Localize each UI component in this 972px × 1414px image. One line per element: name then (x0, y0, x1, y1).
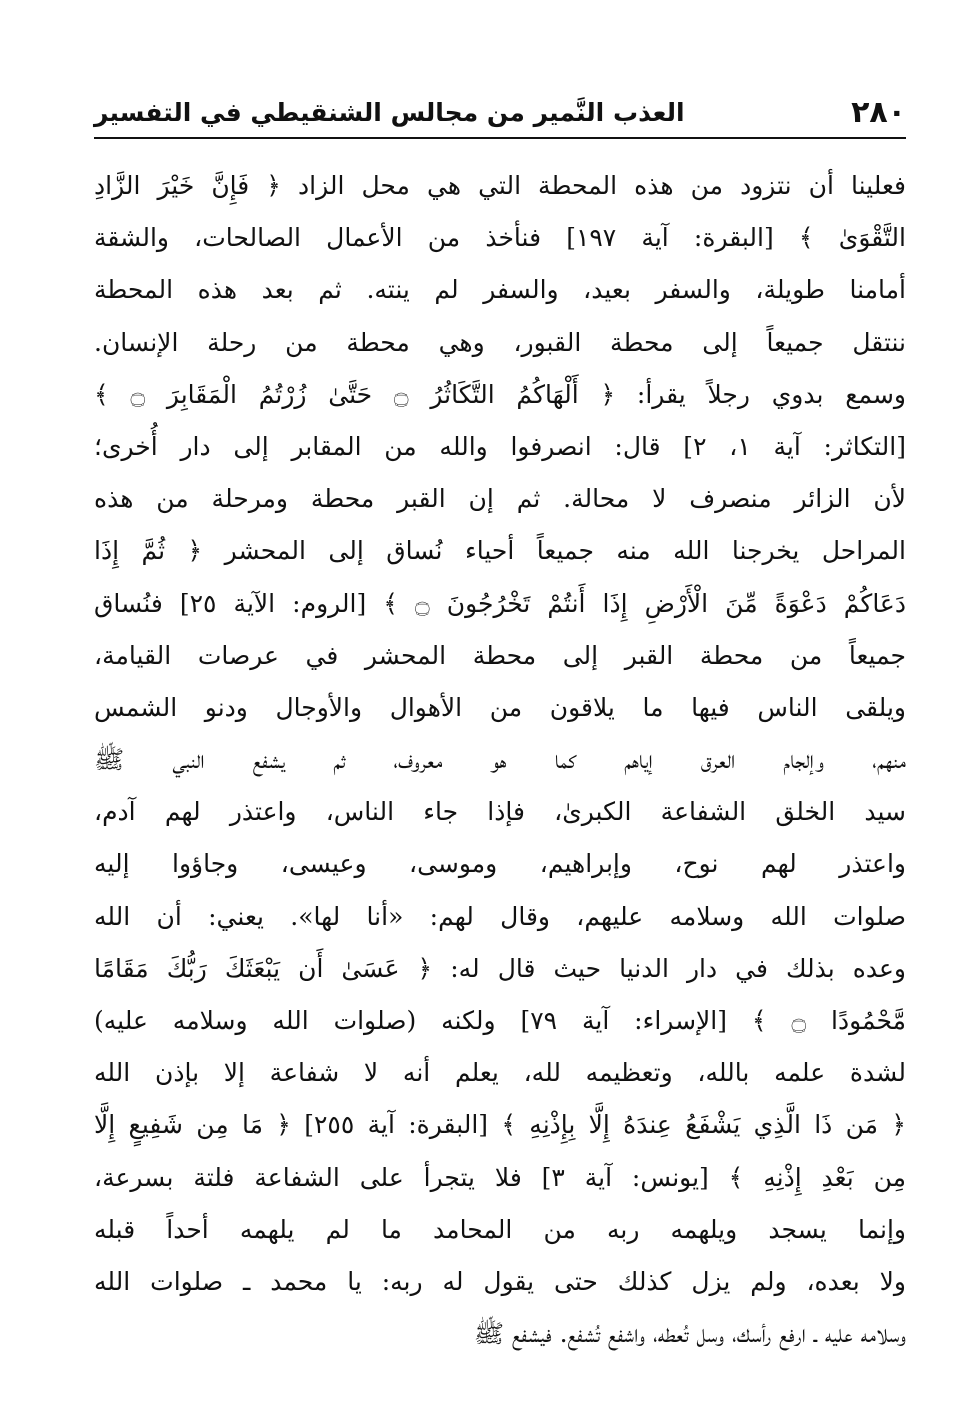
text-line: مِن بَعْدِ إِذْنِهِ ﴾ [يونس: آية ٣] فلا يتجرأ على الشفاعة فلتة بسرعة، (94, 1162, 906, 1192)
header-divider (94, 137, 906, 139)
page-number: ٢٨٠ (851, 94, 906, 130)
text-line: فعلينا أن نتزود من هذه المحطة التي هي محل الزاد ﴿ فَإِنَّ خَيْرَ الزَّادِ (94, 171, 906, 200)
text-line: ولا بعده، ولم يزل كذلك حتى يقول له ربه: يا محمد ـ صلوات الله (94, 1266, 906, 1296)
text-line: دَعَاكُمْ دَعْوَةً مِّنَ الْأَرْضِ إِذَا أَنتُمْ تَخْرُجُونَ ۝ ﴾ [الروم: الآية ٢٥] فنُساق (94, 588, 906, 618)
text-line: منهم، وإلجام العرق إياهم كما هو معروف، ثم يشفع النبي ﷺ (94, 745, 906, 775)
text-line: التَّقْوَىٰ ﴾ [البقرة: آية ١٩٧] فنأخذ من الأعمال الصالحات، والشقة (94, 223, 906, 253)
text-line: أمامنا طويلة، والسفر بعيد، والسفر لم ينته. ثم بعد هذه المحطة (94, 275, 906, 305)
text-line: ويلقى الناس فيها ما يلاقون من الأهوال والأوجال ودنو الشمس (94, 692, 906, 722)
text-line: سيد الخلق الشفاعة الكبرىٰ، فإذا جاء الناس، واعتذر لهم آدم، (94, 797, 906, 827)
book-title: العذب النَّمير من مجالس الشنقيطي في التفسير (94, 97, 685, 127)
text-line: صلوات الله وسلامه عليهم، وقال لهم: «أنا لها». يعني: أن الله (94, 901, 906, 931)
text-line: وسلامه عليه ـ ارفع رأسك، وسل تُعطه، واشفع تُشفع. فيشفع ﷺ (473, 1319, 906, 1349)
text-line: وسمع بدوي رجلاً يقرأ: ﴿ أَلْهَاكُمُ التَّكَاثُرُ ۝ حَتَّىٰ زُرْتُمُ الْمَقَابِرَ ۝ ﴾ (94, 379, 906, 409)
text-line: لشدة علمه بالله، وتعظيمه لله، يعلم أنه لا شفاعة إلا بإذن الله (94, 1058, 906, 1088)
text-line: [التكاثر: آية ١، ٢] قال: انصرفوا والله من المقابر إلى دار أُخرى؛ (94, 431, 906, 461)
body-text (94, 160, 906, 1360)
text-line: وعده بذلك في دار الدنيا حيث قال له: ﴿ عَسَىٰ أَن يَبْعَثَكَ رَبُّكَ مَقَامًا (94, 953, 906, 983)
text-line: جميعاً من محطة القبر إلى محطة المحشر في عرصات القيامة، (94, 640, 906, 670)
page-header (94, 92, 906, 132)
text-line: المراحل يخرجنا الله منه جميعاً أحياء نُساق إلى المحشر ﴿ ثُمَّ إِذَا (94, 536, 906, 566)
text-line: مَّحْمُودًا ۝ ﴾ [الإسراء: آية ٧٩] ولكنه (صلوات الله وسلامه عليه) (94, 1006, 906, 1035)
text-line: واعتذر لهم نوح، وإبراهيم، وموسى، وعيسى، وجاؤوا إليه (94, 849, 906, 879)
text-line: وإنما يسجد ويلهمه ربه من المحامد ما لم يلهمه أحداً قبله (94, 1214, 906, 1244)
text-line: ﴿ مَن ذَا الَّذِي يَشْفَعُ عِندَهُ إِلَّا بِإِذْنِهِ ﴾ [البقرة: آية ٢٥٥] ﴿ مَا مِن شَفِيعٍ إِلَّا (94, 1110, 906, 1140)
text-line: لأن الزائر منصرف لا محالة. ثم إن القبر محطة ومرحلة من هذه (94, 484, 906, 514)
text-line: ننتقل جميعاً إلى محطة القبور، وهي محطة من رحلة الإنسان. (94, 327, 906, 357)
